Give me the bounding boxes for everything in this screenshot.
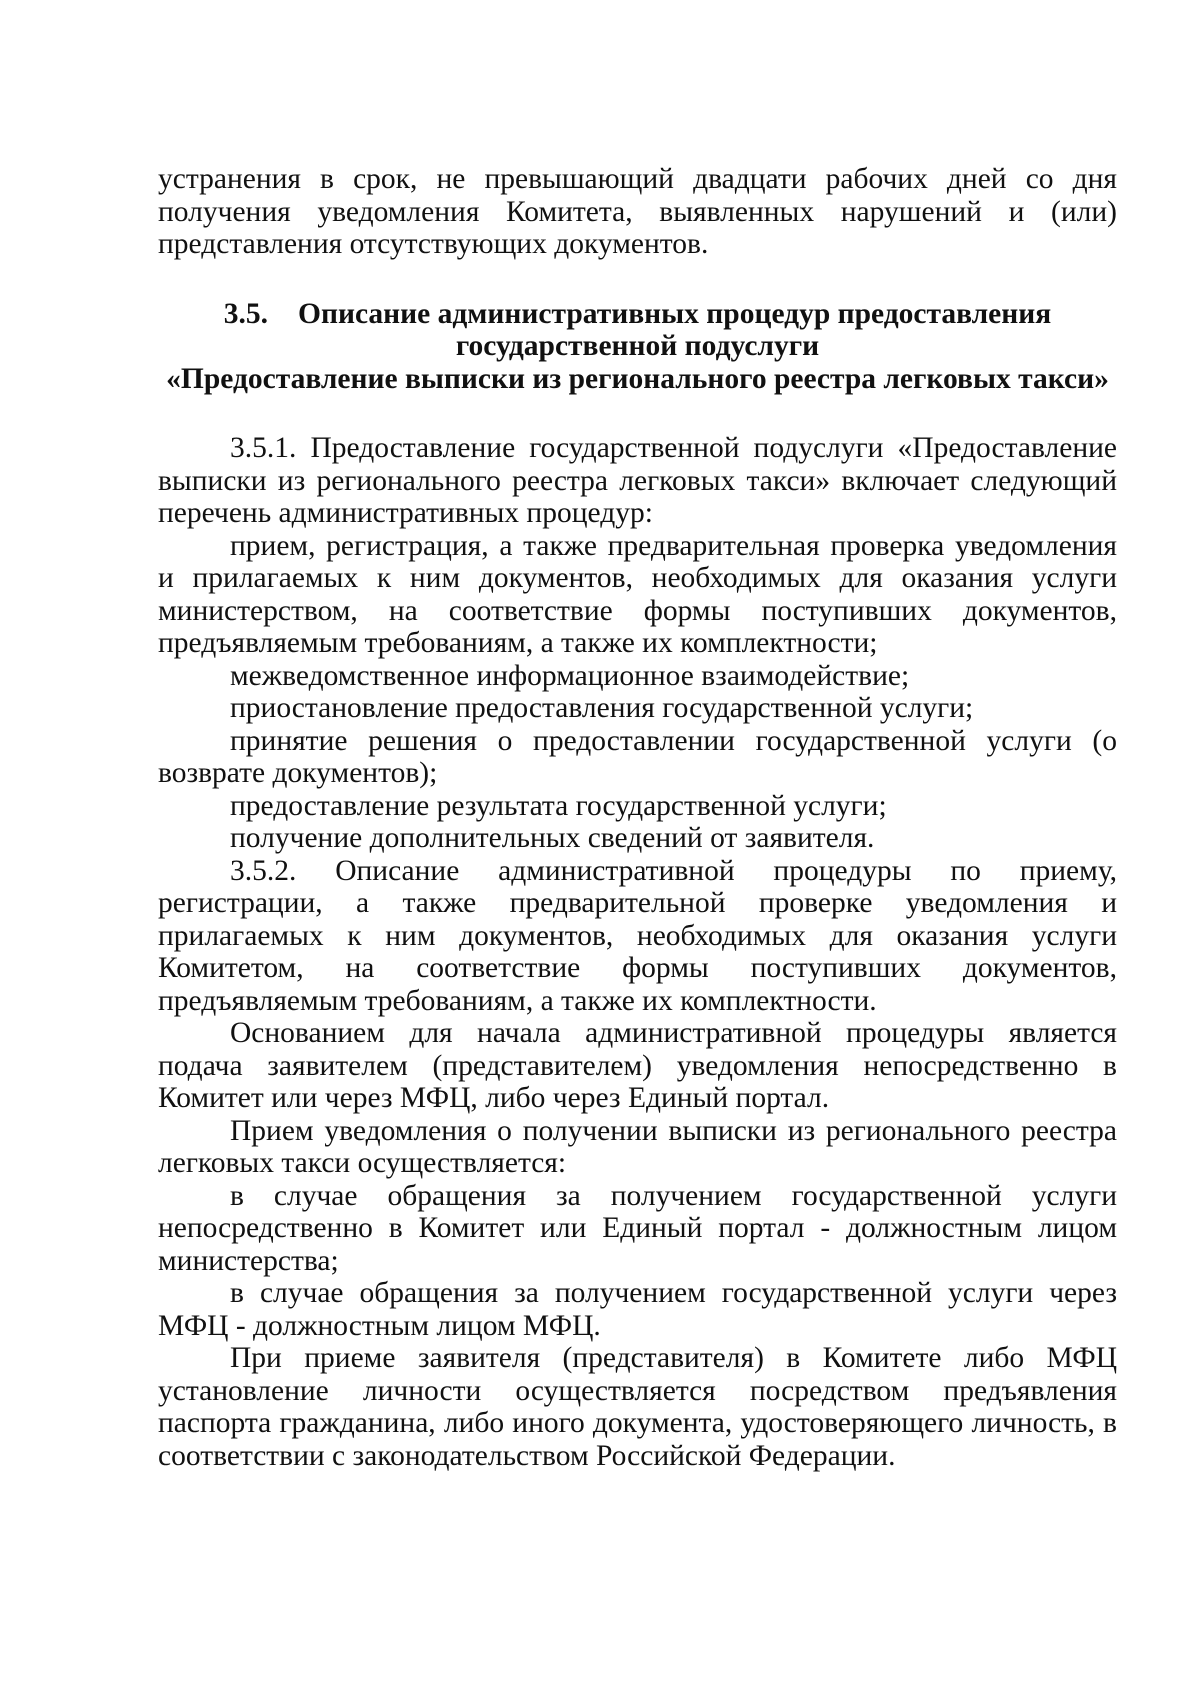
- intro-paragraph: устранения в срок, не превышающий двадцати рабочих дней со дня получения уведомления Комитета, выявленных нарушений и (или) представления отсутствующих документов.: [158, 163, 1117, 260]
- document-body: [158, 163, 1117, 1472]
- section-heading-line-1: [158, 298, 1117, 331]
- paragraph-basis: Основанием для начала административной процедуры является подача заявителем (представителем) уведомления непосредственно в Комитет или через МФЦ, либо через Единый портал.: [158, 1017, 1117, 1114]
- list-item-procedure-reception: прием, регистрация, а также предварительная проверка уведомления и прилагаемых к ним документов, необходимых для оказания услуги министерством, на соответствие формы поступивших документов, предъявляемым требованиям, а также их комплектности;: [158, 529, 1117, 659]
- paragraph-reception: Прием уведомления о получении выписки из регионального реестра легковых такси осуществляется:: [158, 1114, 1117, 1179]
- list-item-reception-committee: в случае обращения за получением государственной услуги непосредственно в Комитет или Единый портал - должностным лицом министерства;: [158, 1179, 1117, 1277]
- list-item-reception-mfc: в случае обращения за получением государственной услуги через МФЦ - должностным лицом МФЦ.: [158, 1277, 1117, 1342]
- section-title-line-3: «Предоставление выписки из регионального реестра легковых такси»: [166, 362, 1109, 395]
- section-number: 3.5.: [223, 297, 269, 330]
- section-title-line-1: Описание административных процедур предоставления: [298, 297, 1052, 330]
- list-item-procedure-interagency: межведомственное информационное взаимодействие;: [230, 659, 910, 692]
- list-item-procedure-additional-info: получение дополнительных сведений от заявителя.: [230, 822, 875, 854]
- section-heading: [158, 298, 1117, 396]
- paragraph-3-5-2: 3.5.2. Описание административной процедуры по приему, регистрации, а также предварительной проверке уведомления и прилагаемых к ним документов, необходимых для оказания услуги Комитетом, на соответствие формы поступивших документов, предъявляемым требованиям, а также их комплектности.: [158, 854, 1117, 1017]
- list-item-procedure-suspension: приостановление предоставления государственной услуги;: [230, 692, 974, 724]
- list-item-procedure-result: предоставление результата государственной услуги;: [230, 789, 887, 822]
- paragraph-3-5-1: 3.5.1. Предоставление государственной подуслуги «Предоставление выписки из регионального реестра легковых такси» включает следующий перечень административных процедур:: [158, 432, 1117, 529]
- list-item-procedure-decision: принятие решения о предоставлении государственной услуги (о возврате документов);: [158, 724, 1117, 789]
- section-title-line-2: государственной подуслуги: [455, 330, 820, 362]
- paragraph-identity: При приеме заявителя (представителя) в Комитете либо МФЦ установление личности осуществляется посредством предъявления паспорта гражданина, либо иного документа, удостоверяющего личность, в соответствии с законодательством Российской Федерации.: [158, 1342, 1117, 1472]
